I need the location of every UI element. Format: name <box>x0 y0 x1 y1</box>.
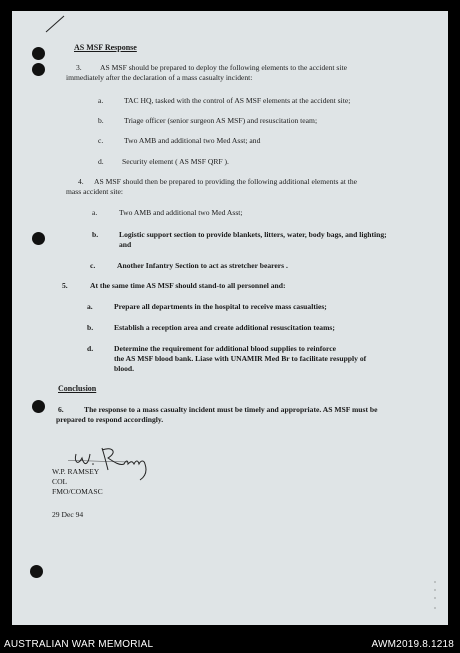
item-letter: a. <box>87 302 93 311</box>
item-text-cont: the AS MSF blood bank. Liase with UNAMIR Med Br to facilitate resupply of <box>114 354 367 363</box>
punch-hole <box>30 565 43 578</box>
item-letter: c. <box>90 261 96 270</box>
item-text: Security element ( AS MSF QRF ). <box>122 157 229 166</box>
paragraph-text: immediately after the declaration of a mass casualty incident: <box>66 73 253 82</box>
signatory-rank: COL <box>52 477 68 486</box>
footer-accession-number: AWM2019.8.1218 <box>371 639 454 650</box>
item-text: Another Infantry Section to act as stretcher bearers . <box>117 261 288 270</box>
section-heading: Conclusion <box>58 384 97 393</box>
document-date: 29 Dec 94 <box>52 510 84 519</box>
pen-mark <box>44 14 66 34</box>
item-letter: b. <box>87 323 94 332</box>
punch-hole <box>32 232 45 245</box>
item-text: Triage officer (senior surgeon AS MSF) and resuscitation team; <box>124 116 318 125</box>
item-text: Prepare all departments in the hospital to receive mass casualties; <box>114 302 327 311</box>
item-text: Two AMB and additional two Med Asst; and <box>124 136 261 145</box>
footer-institution: AUSTRALIAN WAR MEMORIAL <box>4 639 154 650</box>
punch-hole <box>32 63 45 76</box>
edge-marks <box>432 580 438 620</box>
paragraph-text: prepared to respond accordingly. <box>56 415 164 424</box>
item-letter: a. <box>92 208 98 217</box>
item-text: Logistic support section to provide blankets, litters, water, body bags, and lighting; <box>119 230 387 239</box>
paragraph-number: 3. <box>76 63 82 72</box>
punch-hole <box>32 47 45 60</box>
item-text: Establish a reception area and create additional resuscitation teams; <box>114 323 335 332</box>
item-text-cont: blood. <box>114 364 135 373</box>
item-letter: a. <box>98 96 104 105</box>
paragraph-text: AS MSF should be prepared to deploy the following elements to the accident site <box>100 63 347 72</box>
item-letter: d. <box>98 157 104 166</box>
item-text: Two AMB and additional two Med Asst; <box>119 208 243 217</box>
paragraph-number: 4. <box>78 177 84 186</box>
item-text: Determine the requirement for additional blood supplies to reinforce <box>114 344 337 353</box>
punch-hole <box>32 400 45 413</box>
paragraph-number: 5. <box>62 281 68 290</box>
signatory-name: W.P. RAMSEY <box>52 467 100 476</box>
item-letter: b. <box>98 116 104 125</box>
paragraph-text: AS MSF should then be prepared to providing the following additional elements at the <box>94 177 357 186</box>
section-heading: AS MSF Response <box>74 43 137 52</box>
paragraph-text: mass accident site: <box>66 187 123 196</box>
item-text-cont: and <box>119 240 132 249</box>
paragraph-text: At the same time AS MSF should stand-to all personnel and: <box>90 281 286 290</box>
signatory-role: FMO/COMASC <box>52 487 103 496</box>
item-letter: b. <box>92 230 99 239</box>
item-letter: c. <box>98 136 104 145</box>
item-letter: d. <box>87 344 94 353</box>
paragraph-text: The response to a mass casualty incident must be timely and appropriate. AS MSF must be <box>84 405 378 414</box>
item-text: TAC HQ, tasked with the control of AS MSF elements at the accident site; <box>124 96 351 105</box>
paragraph-number: 6. <box>58 405 64 414</box>
